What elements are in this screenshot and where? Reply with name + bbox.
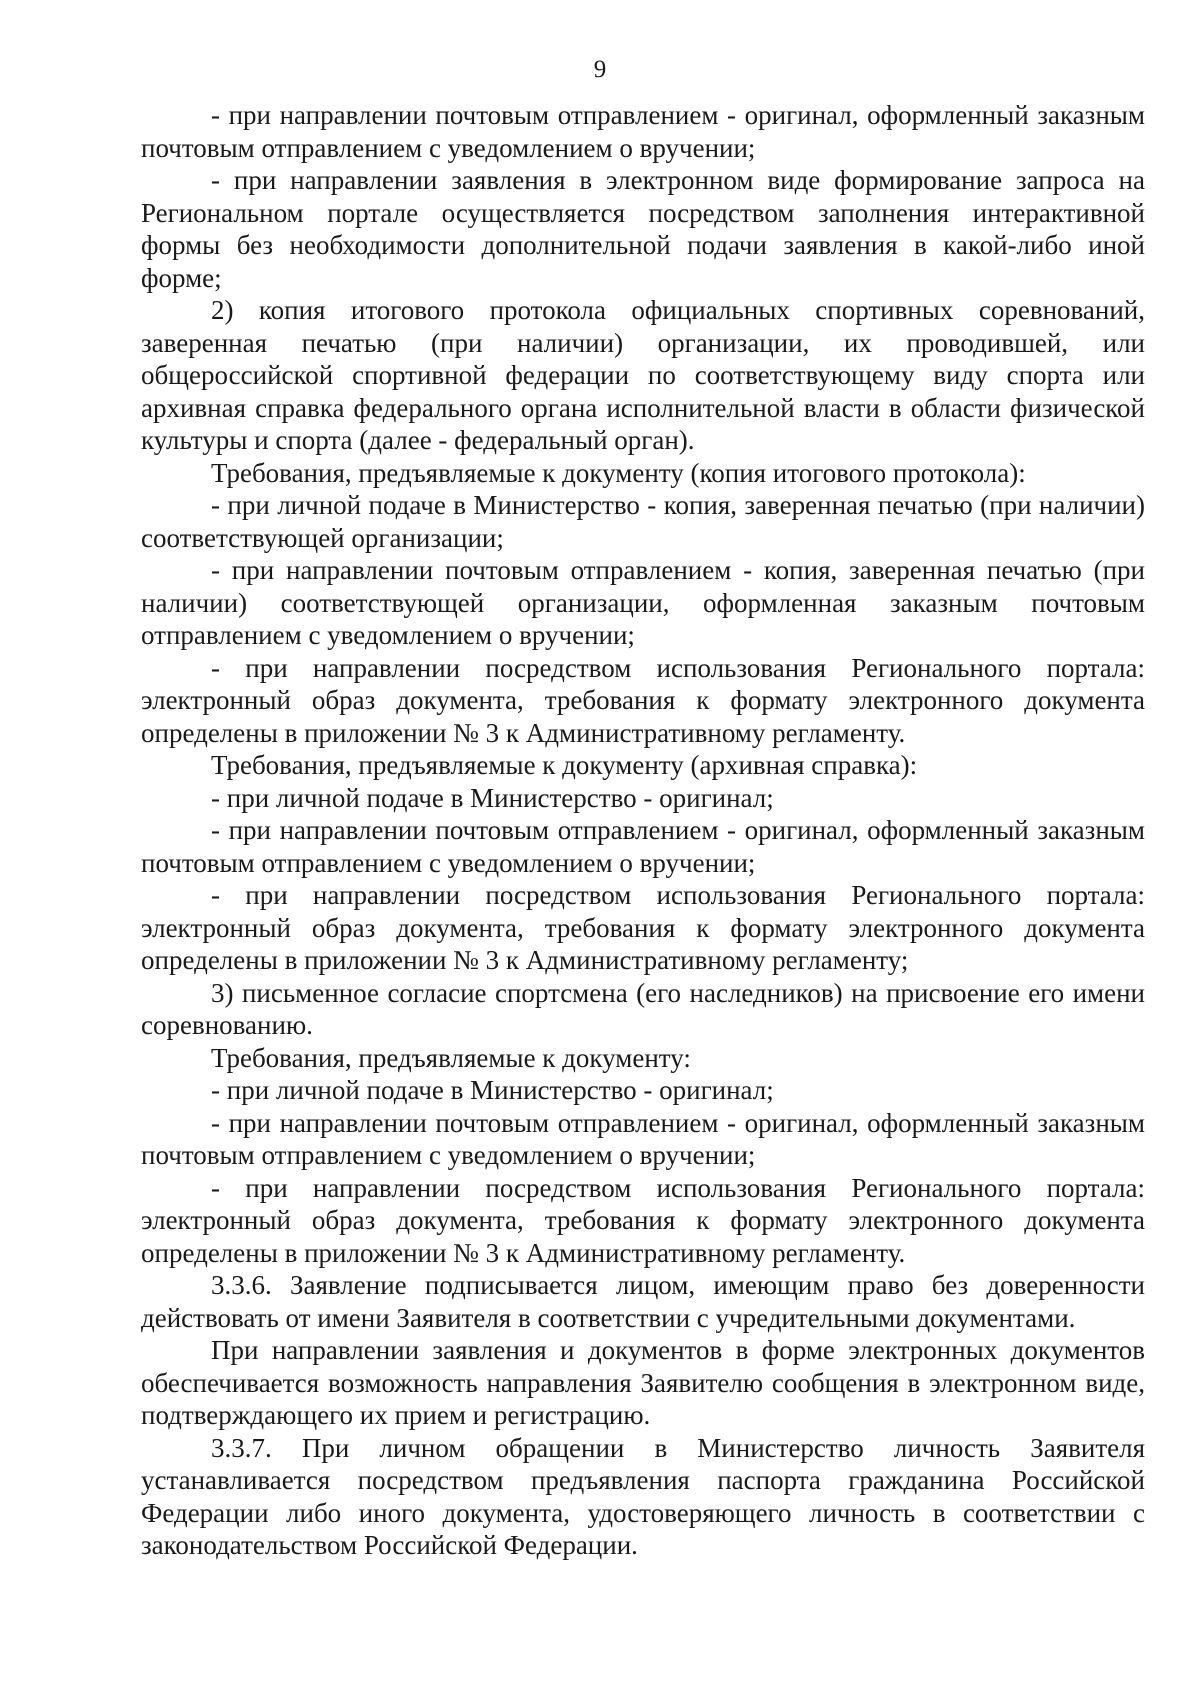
paragraph-consent-personal-submission: - при личной подаче в Министерство - оригинал; xyxy=(211,1075,774,1105)
paragraph-protocol-postal-submission: - при направлении почтовым отправлением - копия, заверенная печатью (при наличии) соответствующей организации, оформленная заказным почтовым отправлением с уведомлением о вручении; xyxy=(141,555,1145,650)
paragraph-archive-postal-submission: - при направлении почтовым отправлением - оригинал, оформленный заказным почтовым отправлением с уведомлением о вручении; xyxy=(141,815,1145,878)
paragraph-section-3-3-6: 3.3.6. Заявление подписывается лицом, имеющим право без доверенности действовать от имени Заявителя в соответствии с учредительными документами. xyxy=(141,1270,1145,1333)
paragraph-athlete-consent-item: 3) письменное согласие спортсмена (его наследников) на присвоение его имени соревнованию. xyxy=(141,977,1145,1040)
page-number: 9 xyxy=(593,56,607,83)
paragraph-section-3-3-7: 3.3.7. При личном обращении в Министерство личность Заявителя устанавливается посредством предъявления паспорта гражданина Российской Федерации либо иного документа, удостоверяющего личность в соответствии с законодательством Российской Федерации. xyxy=(141,1432,1145,1560)
paragraph-protocol-portal-submission: - при направлении посредством использования Регионального портала: электронный образ документа, требования к формату электронного документа определены в приложении № 3 к Административному регламенту. xyxy=(141,652,1145,748)
document-body xyxy=(141,99,1145,1562)
paragraph-archive-portal-submission: - при направлении посредством использования Регионального портала: электронный образ документа, требования к формату электронного документа определены в приложении № 3 к Административному регламенту; xyxy=(141,880,1145,975)
paragraph-electronic-application: - при направлении заявления в электронном виде формирование запроса на Региональном портале осуществляется посредством заполнения интерактивной формы без необходимости дополнительной подачи заявления в какой-либо иной форме; xyxy=(141,165,1145,293)
paragraph-protocol-personal-submission: - при личной подаче в Министерство - копия, заверенная печатью (при наличии) соответствующей организации; xyxy=(141,490,1145,553)
paragraph-protocol-copy-item: 2) копия итогового протокола официальных спортивных соревнований, заверенная печатью (при наличии) организации, их проводившей, или общероссийской спортивной федерации по соответствующему виду спорта или архивная справка федерального органа исполнительной власти в области физической культуры и спорта (далее - федеральный орган). xyxy=(141,295,1145,455)
paragraph-consent-requirements-heading: Требования, предъявляемые к документу: xyxy=(211,1042,691,1073)
paragraph-archive-requirements-heading: Требования, предъявляемые к документу (архивная справка): xyxy=(211,750,918,780)
paragraph-postal-original-application: - при направлении почтовым отправлением - оригинал, оформленный заказным почтовым отправлением с уведомлением о вручении; xyxy=(141,100,1145,163)
paragraph-protocol-requirements-heading: Требования, предъявляемые к документу (копия итогового протокола): xyxy=(211,457,1026,488)
paragraph-archive-personal-submission: - при личной подаче в Министерство - оригинал; xyxy=(211,782,774,813)
paragraph-electronic-confirmation: При направлении заявления и документов в форме электронных документов обеспечивается возможность направления Заявителю сообщения в электронном виде, подтверждающего их прием и регистрацию. xyxy=(141,1335,1145,1430)
paragraph-consent-portal-submission: - при направлении посредством использования Регионального портала: электронный образ документа, требования к формату электронного документа определены в приложении № 3 к Административному регламенту. xyxy=(141,1172,1145,1268)
paragraph-consent-postal-submission: - при направлении почтовым отправлением - оригинал, оформленный заказным почтовым отправлением с уведомлением о вручении; xyxy=(141,1107,1145,1170)
